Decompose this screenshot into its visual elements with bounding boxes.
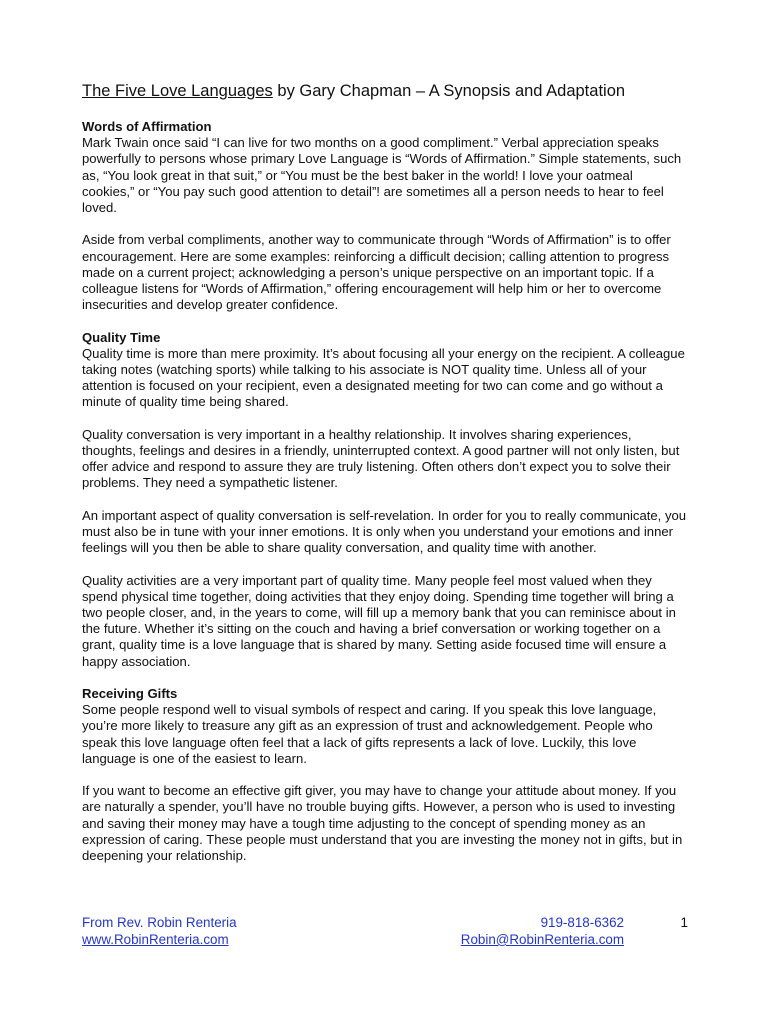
section-receiving-gifts (82, 686, 688, 864)
section-quality-time (82, 330, 688, 670)
website-link[interactable]: www.RobinRenteria.com (82, 932, 229, 947)
paragraph: Some people respond well to visual symbols of respect and caring. If you speak this love language, you’re more likely to treasure any gift as an expression of trust and acknowledgement. People who speak this love language often feel that a lack of gifts represents a lack of love. Luckily, this love language is one of the easiest to learn. (82, 702, 657, 766)
page-footer (82, 914, 688, 948)
paragraph: An important aspect of quality conversation is self-revelation. In order for you to really communicate, you must also be in tune with your inner emotions. It is only when you understand your emotions and inner feelings will you then be able to share quality conversation, and quality time with another. (82, 507, 687, 556)
section-heading: Words of Affirmation (82, 119, 212, 134)
footer-row-2 (82, 931, 688, 948)
paragraph: Quality time is more than mere proximity. It’s about focusing all your energy on the recipient. A colleague taking notes (watching sports) while talking to his associate is NOT quality time. Unless all of your attention is focused on your recipient, even a designated meeting for two can come and go without a minute of quality time being shared. (82, 345, 685, 410)
paragraph: If you want to become an effective gift giver, you may have to change your attitude about money. If you are naturally a spender, you’ll have no trouble buying gifts. However, a person who is used to investing and saving their money may have a tough time adjusting to the concept of spending money as an expression of caring. These people must understand that you are investing the money not in gifts, but in deepening your relationship. (82, 783, 683, 864)
title-subtitle: by Gary Chapman – A Synopsis and Adaptation (272, 82, 626, 100)
document-body (82, 119, 688, 880)
section-words-of-affirmation (82, 119, 688, 313)
paragraph: Quality conversation is very important in a healthy relationship. It involves sharing experiences, thoughts, feelings and desires in a friendly, uninterrupted context. A good partner will not only listen, but offer advice and respond to assure they are truly listening. Often others don’t expect you to solve their problems. They need a sympathetic listener. (82, 426, 680, 491)
email-link[interactable]: Robin@RobinRenteria.com (460, 932, 624, 947)
paragraph: Mark Twain once said “I can live for two months on a good compliment.” Verbal appreciation speaks powerfully to persons whose primary Love Language is “Words of Affirmation.” Simple statements, such as, “You look great in that suit,” or “You must be the best baker in the world! I love your oatmeal cookies,” or “You pay such good attention to detail”! are sometimes all a person needs to hear to feel loved. (82, 135, 682, 216)
footer-phone: 919-818-6362 (540, 915, 624, 930)
footer-row-1 (82, 914, 688, 931)
book-title: The Five Love Languages (82, 82, 273, 100)
document-title (82, 82, 702, 101)
page-number: 1 (680, 915, 688, 930)
section-heading: Receiving Gifts (82, 686, 178, 702)
footer-author: From Rev. Robin Renteria (82, 915, 237, 930)
section-heading: Quality Time (82, 329, 161, 345)
paragraph: Quality activities are a very important part of quality time. Many people feel most valued when they spend physical time together, doing activities that they enjoy doing. Spending time together will bring a two people closer, and, in the years to come, will fill up a memory bank that you can reminisce about in the future. Whether it’s sitting on the couch and having a brief conversation or working together on a grant, quality time is a love language that is shared by many. Setting aside focused time will ensure a happy association. (82, 572, 676, 669)
paragraph: Aside from verbal compliments, another way to communicate through “Words of Affirmation” is to offer encouragement. Here are some examples: reinforcing a difficult decision; calling attention to progress made on a current project; acknowledging a person’s unique perspective on an important topic. If a colleague listens for “Words of Affirmation,” offering encouragement will help him or her to overcome insecurities and develop greater confidence. (82, 232, 671, 313)
